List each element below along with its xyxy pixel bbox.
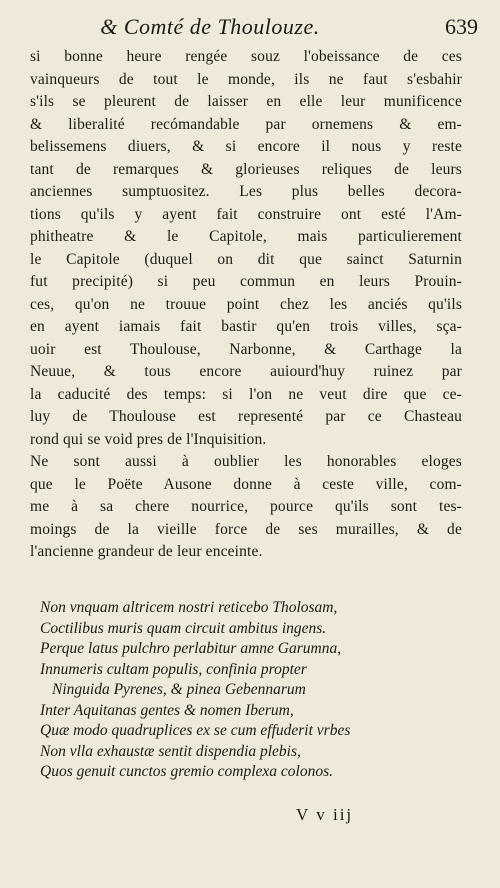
body-text: [30, 46, 462, 564]
text-line: le Capitole (duquel on dit que sainct Saturnin: [30, 250, 462, 268]
text-line: ces, qu'on ne trouue point chez les anciés qu'ils: [30, 295, 462, 313]
text-line: luy de Thoulouse est representé par ce Chasteau: [30, 408, 462, 425]
verse-line: Inter Aquitanas gentes & nomen Iberum,: [40, 701, 294, 719]
text-line: tions qu'ils y ayent fait construire ont esté l'Am-: [30, 205, 462, 223]
verse-line: Ninguida Pyrenes, & pinea Gebennarum: [52, 681, 306, 698]
text-line: l'ancienne grandeur de leur enceinte.: [30, 543, 263, 560]
text-line: phitheatre & le Capitole, mais particulierement: [30, 228, 462, 245]
text-line: que le Poëte Ausone donne à ceste ville, com-: [30, 475, 462, 493]
page-number: 639: [445, 14, 478, 39]
text-line: anciennes sumptuositez. Les plus belles decora-: [30, 183, 462, 200]
verse-line: Quos genuit cunctos gremio complexa colonos.: [40, 763, 334, 780]
text-line: & liberalité recómandable par ornemens & em-: [30, 115, 462, 133]
verse-line: Perque latus pulchro perlabitur amne Garumna,: [40, 640, 342, 657]
text-line: si bonne heure rengée souz l'obeissance de ces: [30, 48, 462, 65]
text-line: fut precipité) si peu commun en leurs Prouin-: [30, 273, 462, 290]
text-line: moings de la vieille force de ses murailles, & de: [30, 520, 462, 538]
verse-line: Innumeris cultam populis, confinia propter: [40, 660, 307, 678]
page-header: [30, 14, 478, 40]
running-head: & Comté de Thoulouze.: [100, 14, 320, 39]
text-line: vainqueurs de tout le monde, ils ne faut s'esbahir: [30, 70, 462, 88]
latin-verse: [40, 598, 470, 783]
verse-line: Quæ modo quadruplices ex se cum effuderit vrbes: [40, 722, 351, 739]
verse-line: Non vlla exhaustæ sentit dispendia plebis,: [40, 742, 301, 760]
text-line: Ne sont aussi à oublier les honorables eloges: [30, 453, 462, 470]
text-line: Neuue, & tous encore auiourd'huy ruinez par: [30, 363, 462, 380]
text-line: en ayent iamais fait bastir qu'en trois villes, sça-: [30, 318, 462, 335]
signature-mark: V v iij: [296, 805, 354, 824]
text-line: rond qui se void pres de l'Inquisition.: [30, 430, 267, 448]
verse-line: Non vnquam altricem nostri reticebo Tholosam,: [40, 599, 338, 616]
text-line: la caducité des temps: si l'on ne veut dire que ce-: [30, 385, 462, 403]
text-line: uoir est Thoulouse, Narbonne, & Carthage la: [30, 340, 462, 358]
text-line: belissemens diuers, & si encore il nous y reste: [30, 138, 462, 155]
text-line: me à sa chere nourrice, pource qu'ils sont tes-: [30, 498, 462, 515]
text-line: tant de remarques & glorieuses reliques de leurs: [30, 160, 462, 178]
verse-line: Coctilibus muris quam circuit ambitus ingens.: [40, 619, 327, 637]
text-line: s'ils se pleurent de laisser en elle leur munificence: [30, 93, 462, 110]
